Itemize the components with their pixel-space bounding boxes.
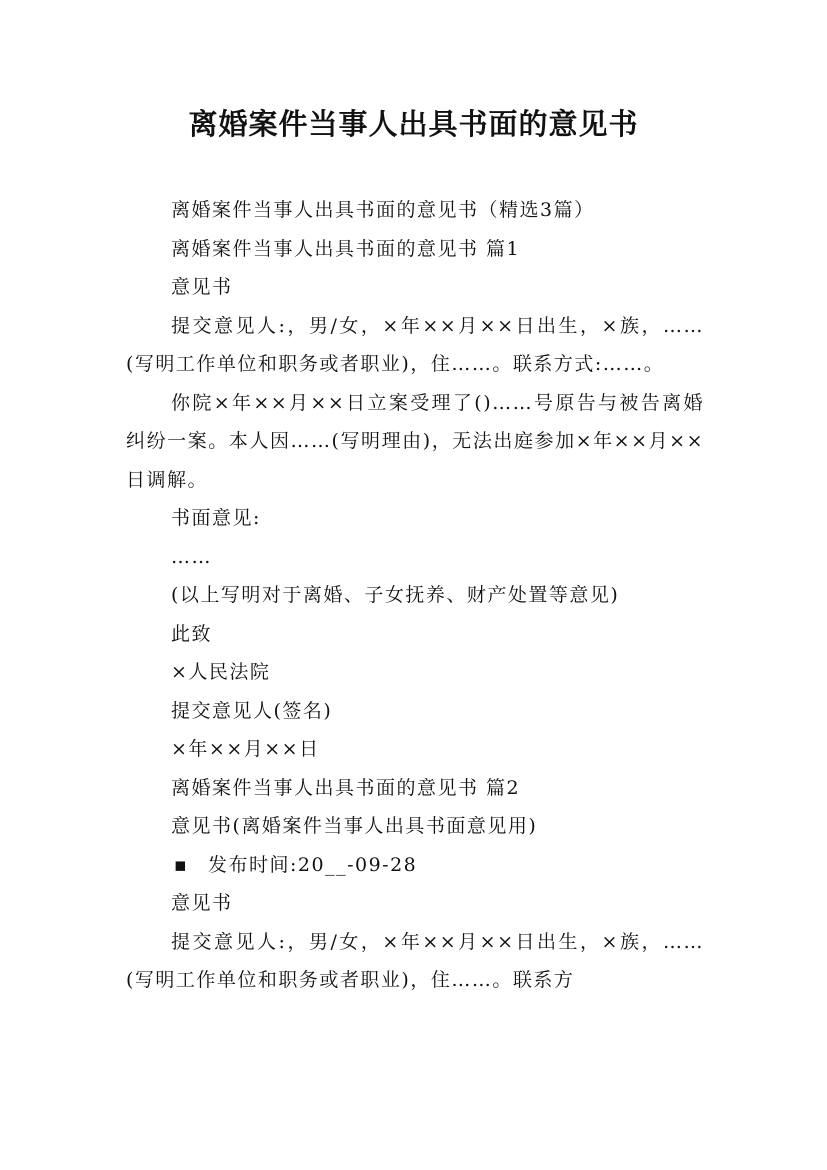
- opinion-heading-2: 意见书: [171, 892, 233, 914]
- ellipsis-line: ……: [171, 545, 212, 568]
- written-opinion-label: 书面意见:: [171, 507, 261, 529]
- submitter-info-paragraph-2: 提交意见人:，男/女，×年××月××日出生，×族，……(写明工作单位和职务或者职业)，住……。联系方: [126, 930, 704, 991]
- salutation: 此致: [171, 622, 213, 645]
- bullet-icon: ▪: [174, 853, 189, 876]
- case-info-paragraph: 你院×年××月××日立案受理了()……号原告与被告离婚纠纷一案。本人因……(写明理由)，无法出庭参加×年××月××日调解。: [126, 391, 704, 491]
- publish-date-text: 发布时间:20__-09-28: [208, 853, 418, 876]
- submitter-info-paragraph: 提交意见人:，男/女，×年××月××日出生，×族，……(写明工作单位和职务或者职业)，住……。联系方式:……。: [126, 314, 704, 375]
- section-heading-2: 离婚案件当事人出具书面的意见书 篇2: [171, 776, 521, 799]
- opinion-subtitle: 意见书(离婚案件当事人出具书面意见用): [171, 815, 538, 837]
- date-line: ×年××月××日: [171, 738, 320, 760]
- document-body: [126, 191, 704, 1000]
- subtitle-line: 离婚案件当事人出具书面的意见书（精选3篇）: [171, 199, 595, 221]
- opinion-heading: 意见书: [171, 276, 233, 298]
- opinion-note: (以上写明对于离婚、子女抚养、财产处置等意见): [171, 584, 620, 606]
- court-name: ×人民法院: [171, 661, 271, 683]
- document-title: 离婚案件当事人出具书面的意见书: [188, 107, 639, 141]
- publish-date-item: [126, 846, 704, 885]
- section-heading-1: 离婚案件当事人出具书面的意见书 篇1: [171, 237, 521, 260]
- signature-line: 提交意见人(签名): [171, 699, 333, 722]
